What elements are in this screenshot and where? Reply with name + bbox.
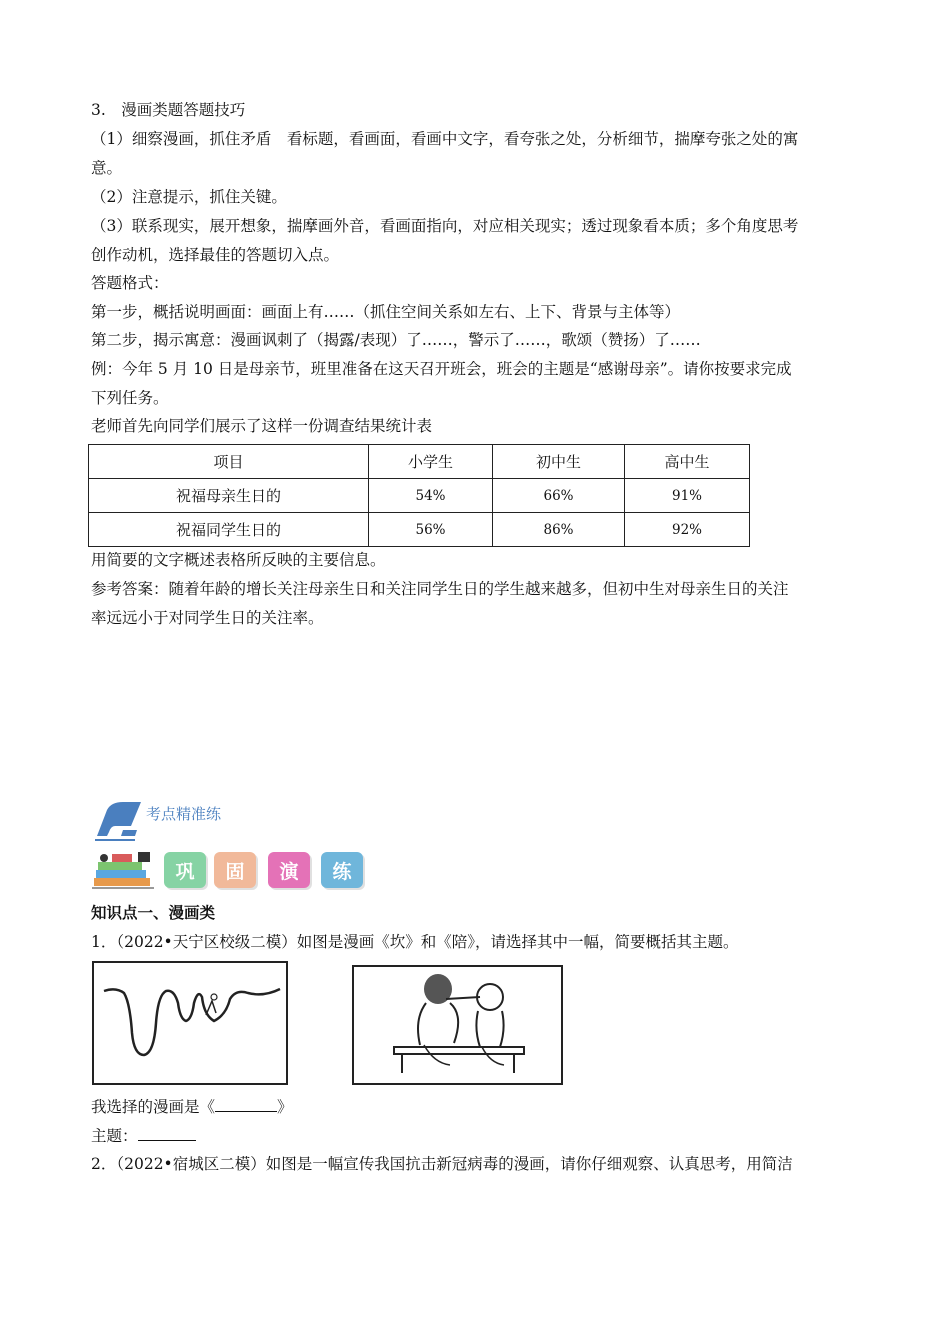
comic-kan-drawing bbox=[94, 963, 286, 1083]
table-header-row bbox=[89, 445, 750, 479]
tip-item-2: （2）注意提示，抓住关键。 bbox=[91, 188, 287, 206]
table-cell: 祝福母亲生日的 bbox=[89, 479, 369, 513]
table-row bbox=[89, 513, 750, 547]
table-header-cell: 高中生 bbox=[625, 445, 750, 479]
table-cell: 56% bbox=[369, 513, 493, 547]
reference-answer: 参考答案：随着年龄的增长关注母亲生日和关注同学生日的学生越来越多，但初中生对母亲生日的关注 bbox=[91, 580, 789, 598]
example-text-cont: 下列任务。 bbox=[91, 389, 169, 407]
format-step-2: 第二步，揭示寓意：漫画讽刺了（揭露/表现）了……，警示了……，歌颂（赞扬）了…… bbox=[91, 331, 701, 349]
table-intro: 老师首先向同学们展示了这样一份调查结果统计表 bbox=[91, 417, 433, 435]
question-2: 2．（2022•宿城区二模）如图是一幅宣传我国抗击新冠病毒的漫画，请你仔细观察、认真思考，用简洁 bbox=[91, 1155, 793, 1173]
pill-lian: 练 bbox=[321, 852, 363, 888]
reference-answer-cont: 率远远小于对同学生日的关注率。 bbox=[91, 609, 324, 627]
tips-heading: 3. 漫画类题答题技巧 bbox=[91, 101, 246, 119]
table-question: 用简要的文字概述表格所反映的主要信息。 bbox=[91, 551, 386, 569]
table-cell: 54% bbox=[369, 479, 493, 513]
table-header-cell: 项目 bbox=[89, 445, 369, 479]
choice-line: 我选择的漫画是《 》 bbox=[91, 1095, 863, 1118]
table-cell: 92% bbox=[625, 513, 750, 547]
comic-kan-image bbox=[92, 961, 288, 1085]
pill-gong: 巩 bbox=[164, 852, 206, 888]
section-title: 考点精准练 bbox=[146, 805, 222, 823]
table-cell: 86% bbox=[493, 513, 625, 547]
comic-pei-image bbox=[352, 965, 563, 1085]
table-header-cell: 小学生 bbox=[369, 445, 493, 479]
table-row bbox=[89, 479, 750, 513]
choice-blank[interactable] bbox=[215, 1095, 277, 1112]
books-icon bbox=[92, 850, 154, 892]
table-cell: 祝福同学生日的 bbox=[89, 513, 369, 547]
comic-pei-drawing bbox=[354, 967, 561, 1083]
knowledge-heading: 知识点一、漫画类 bbox=[91, 903, 216, 922]
tip-item-3: （3）联系现实，展开想象，揣摩画外音，看画面指向，对应相关现实；透过现象看本质；多个角度思考 bbox=[91, 217, 799, 235]
table-cell: 91% bbox=[625, 479, 750, 513]
survey-table bbox=[88, 444, 750, 547]
pill-yan: 演 bbox=[268, 852, 310, 888]
pill-gu: 固 bbox=[214, 852, 256, 888]
tip-item-1-cont: 意。 bbox=[91, 159, 123, 177]
format-step-1: 第一步，概括说明画面：画面上有……（抓住空间关系如左右、上下、背景与主体等） bbox=[91, 303, 681, 321]
example-text: 例：今年 5 月 10 日是母亲节，班里准备在这天召开班会，班会的主题是“感谢母亲”。请你按要求完成 bbox=[91, 360, 792, 378]
format-label: 答题格式： bbox=[91, 274, 169, 292]
table-header-cell: 初中生 bbox=[493, 445, 625, 479]
tip-item-1: （1）细察漫画，抓住矛盾 看标题，看画面，看画中文字，看夸张之处，分析细节，揣摩夸张之处的寓 bbox=[91, 130, 799, 148]
question-1: 1．（2022•天宁区校级二模）如图是漫画《坎》和《陪》，请选择其中一幅，简要概括其主题。 bbox=[91, 933, 739, 951]
theme-blank[interactable] bbox=[138, 1124, 196, 1141]
tip-item-3-cont: 创作动机，选择最佳的答题切入点。 bbox=[91, 246, 340, 264]
practice-banner bbox=[92, 850, 382, 892]
theme-line: 主题： bbox=[91, 1124, 863, 1147]
table-cell: 66% bbox=[493, 479, 625, 513]
